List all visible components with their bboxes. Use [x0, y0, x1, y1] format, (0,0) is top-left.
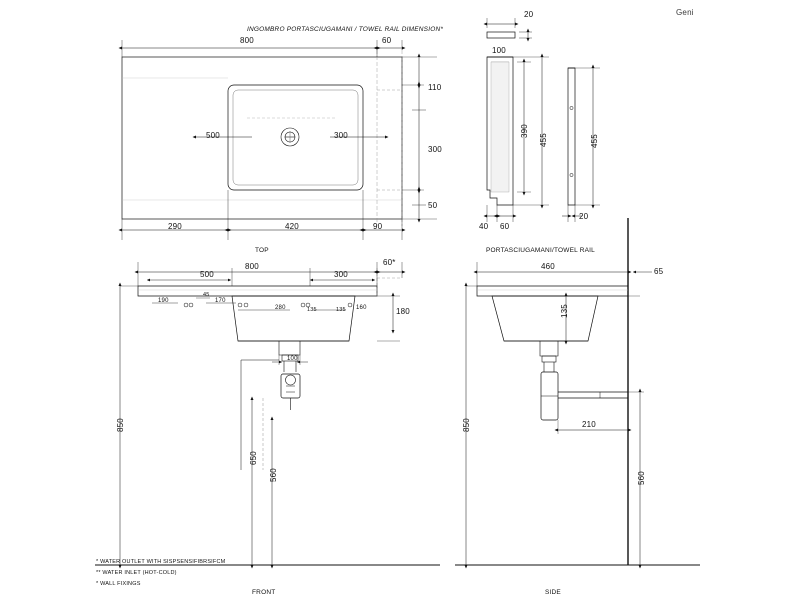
side-depth-dim: 460	[541, 262, 555, 271]
front-view-caption: FRONT	[252, 589, 276, 596]
front-floor-height-dim: 850	[116, 418, 125, 432]
top-view-caption: TOP	[255, 247, 269, 254]
brand-label: Geni	[676, 8, 694, 17]
front-left-span-dim: 500	[200, 270, 214, 279]
front-offset-45-dim: 45	[203, 292, 210, 298]
front-basin-height-dim: 180	[396, 307, 410, 316]
rail-inner-height-dim: 390	[520, 124, 529, 138]
front-offset-135b-dim: 135	[336, 307, 346, 313]
top-width-dim: 800	[240, 36, 254, 45]
front-rail-dim: 60*	[383, 258, 396, 267]
rail-height-a-dim: 455	[539, 133, 548, 147]
rail-foot-left-dim: 40	[479, 222, 489, 231]
header-note: INGOMBRO PORTASCIUGAMANI / TOWEL RAIL DIMENSION*	[247, 26, 444, 33]
front-hole-3-dim: 280	[275, 305, 286, 311]
rail-foot-right-dim: 60	[500, 222, 510, 231]
front-outlet-height-dim: 560	[269, 468, 278, 482]
note-line-1: * WATER OUTLET WITH SISPSENSIFIBRSIFCM	[96, 559, 226, 565]
note-line-3: * WALL FIXINGS	[96, 581, 141, 587]
front-hole-4-dim: 160	[356, 305, 367, 311]
top-rail-depth-dim: 60	[382, 36, 392, 45]
rail-view-caption: PORTASCIUGAMANI/TOWEL RAIL	[486, 247, 595, 254]
top-depth-right-dim: 300	[428, 145, 442, 154]
front-offset-135a-dim: 135	[307, 307, 317, 313]
top-bottom-right-dim: 90	[373, 222, 383, 231]
rail-depth-dim: 100	[492, 46, 506, 55]
note-line-2: ** WATER INLET (HOT-COLD)	[96, 570, 177, 576]
rail-thickness-dim: 20	[524, 10, 534, 19]
top-front-offset-dim: 110	[428, 83, 442, 92]
side-view-caption: SIDE	[545, 589, 561, 596]
rail-height-b-dim: 455	[590, 134, 599, 148]
side-rear-offset-dim: 65	[654, 267, 664, 276]
rail-bar-thickness-dim: 20	[579, 212, 589, 221]
front-hole-2-dim: 170	[215, 298, 226, 304]
front-hole-1-dim: 190	[158, 298, 169, 304]
top-basin-width-dim: 500	[206, 131, 220, 140]
top-bottom-left-dim: 290	[168, 222, 182, 231]
top-basin-right-dim: 300	[334, 131, 348, 140]
front-inlet-height-dim: 650	[249, 451, 258, 465]
top-rear-offset-dim: 50	[428, 201, 438, 210]
top-bottom-mid-dim: 420	[285, 222, 299, 231]
front-width-dim: 800	[245, 262, 259, 271]
side-basin-depth-dim: 135	[560, 304, 569, 318]
front-waste-dim: 100	[287, 356, 298, 362]
side-floor-height-dim: 850	[462, 418, 471, 432]
side-outlet-height-dim: 560	[637, 471, 646, 485]
side-bracket-depth-dim: 210	[582, 420, 596, 429]
front-right-span-dim: 300	[334, 270, 348, 279]
